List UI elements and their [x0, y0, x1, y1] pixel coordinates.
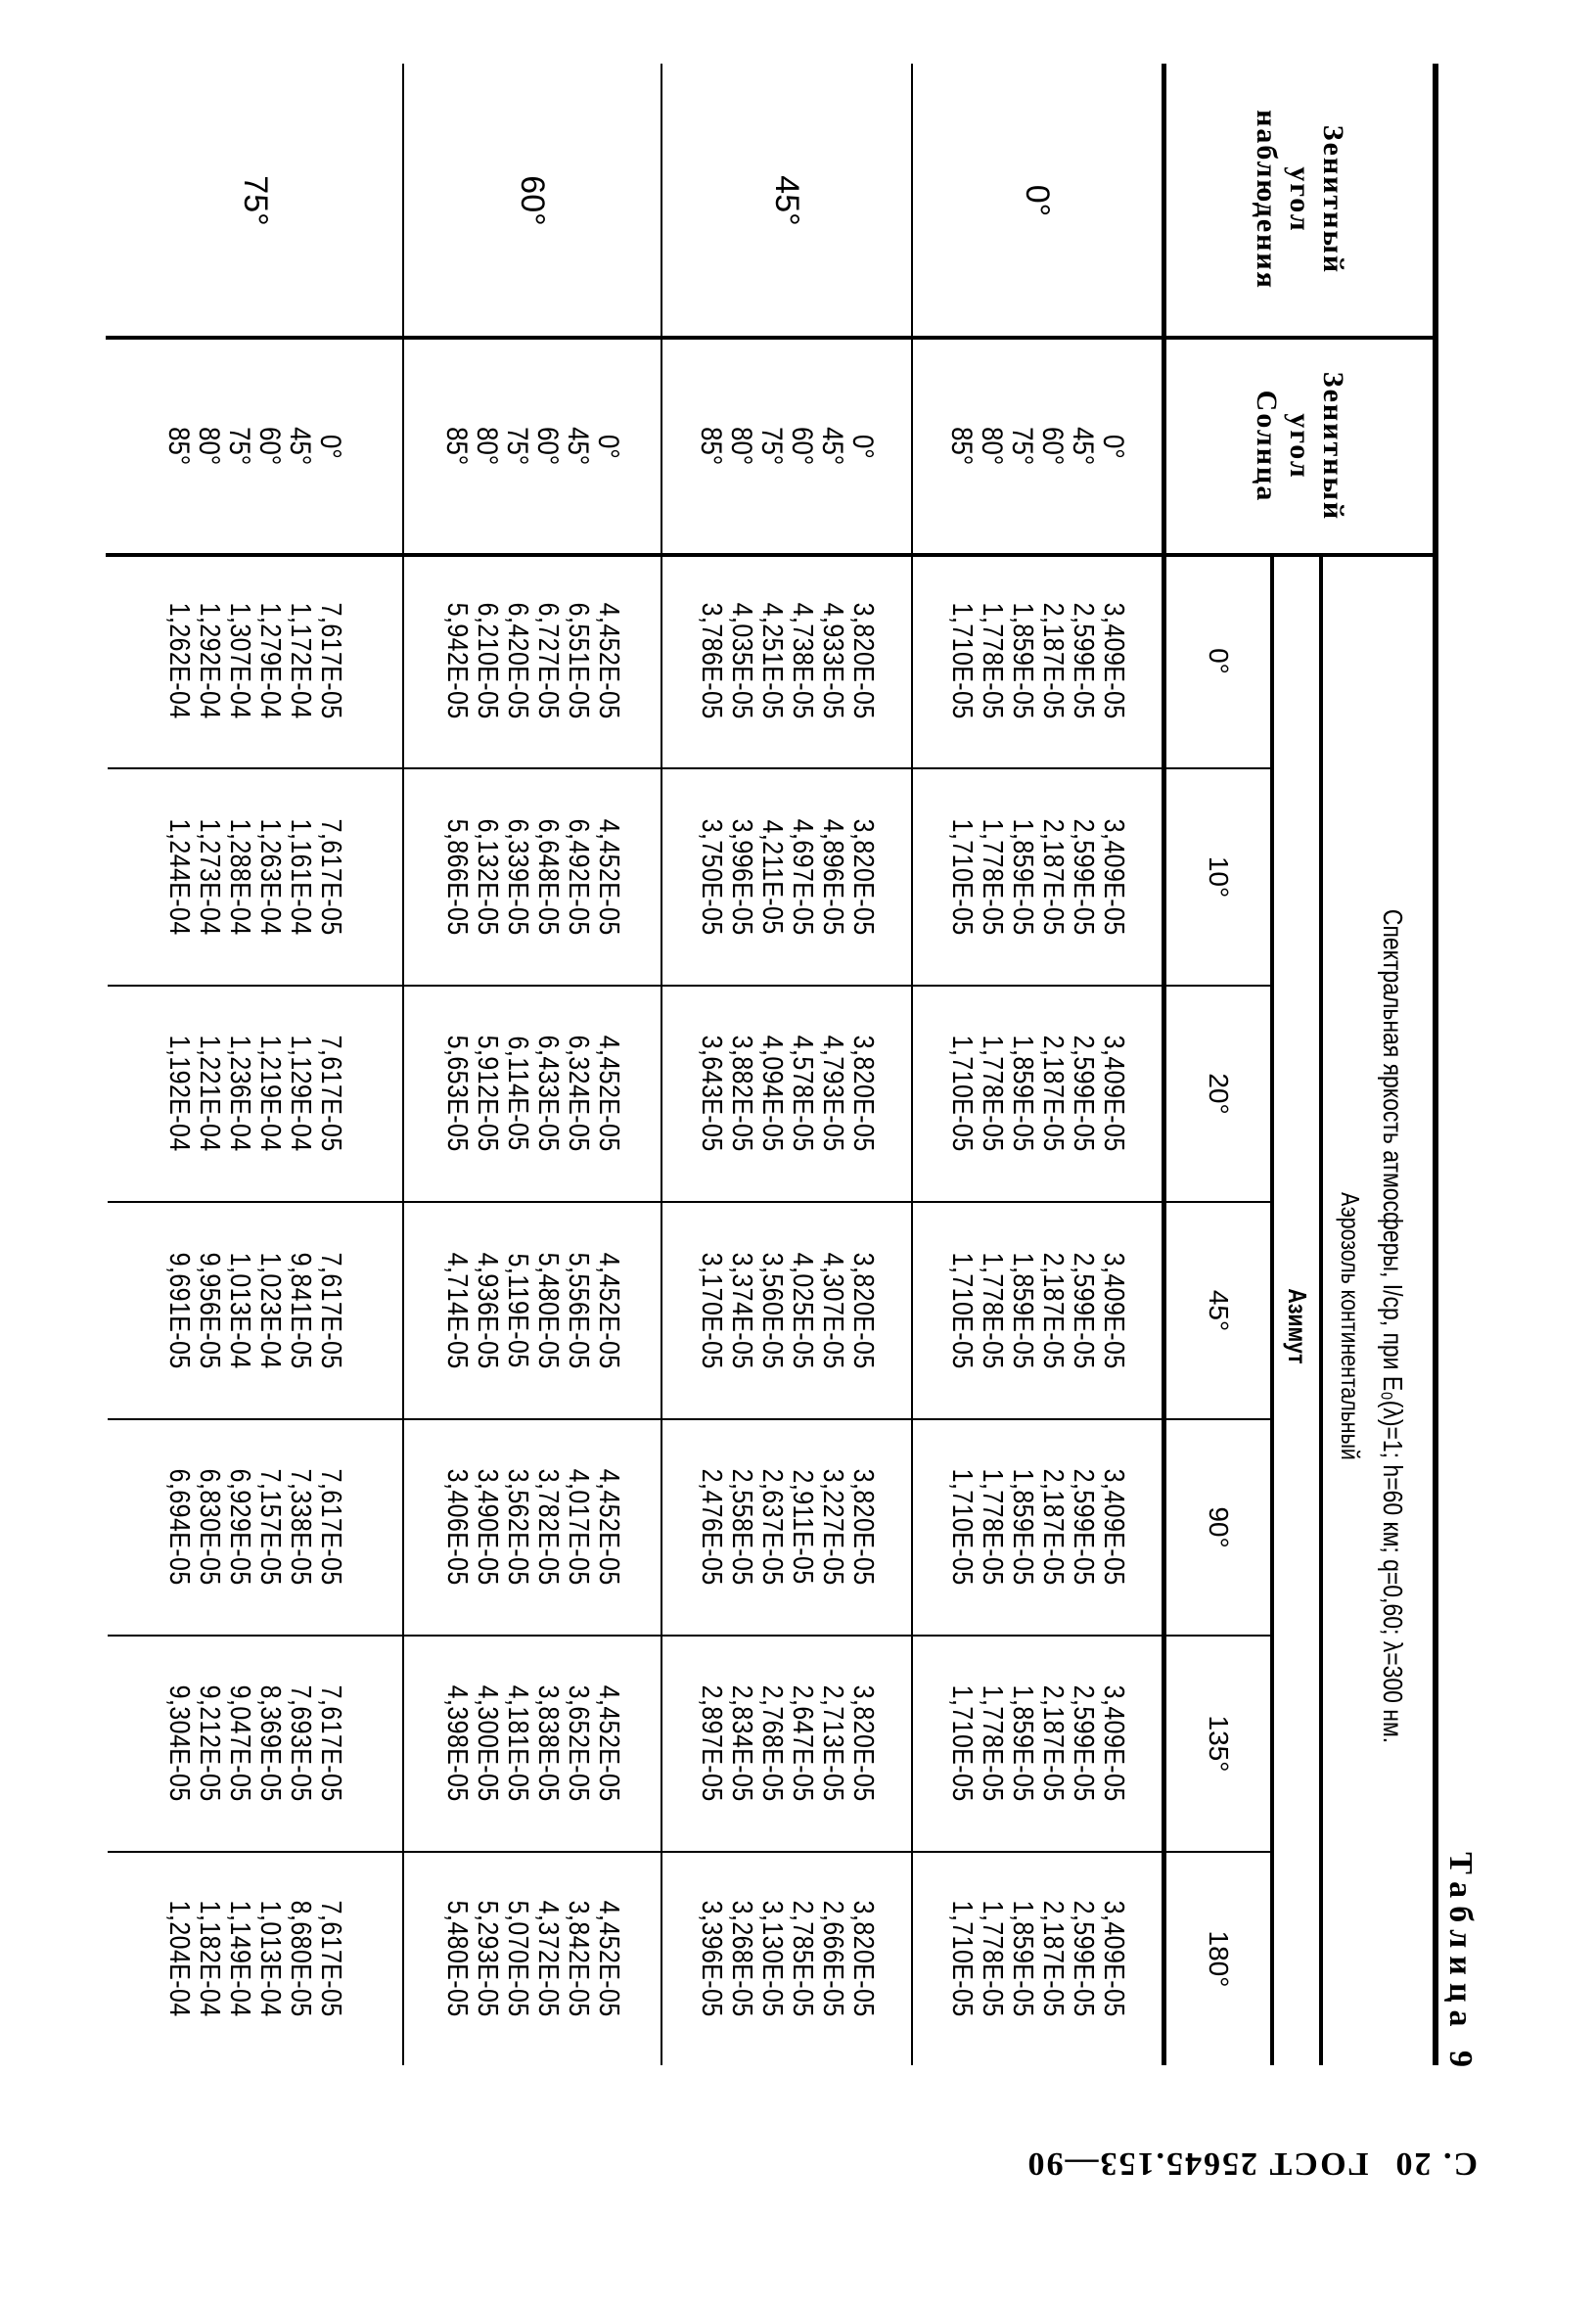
brightness-value: 1,161E-04	[285, 818, 317, 936]
brightness-values-cell	[662, 1853, 911, 2065]
brightness-value: 1,710E-05	[946, 1252, 978, 1369]
sun-angle-value: 45°	[562, 427, 594, 466]
brightness-value: 3,643E-05	[696, 1036, 727, 1152]
brightness-value: 5,070E-05	[502, 1901, 533, 2017]
brightness-value: 3,820E-05	[847, 1252, 879, 1369]
brightness-value: 2,713E-05	[817, 1685, 848, 1802]
sun-angle-value: 0°	[314, 434, 347, 459]
brightness-value: 1,859E-05	[1007, 1685, 1038, 1802]
table-label: Таблица 9	[1442, 1852, 1479, 2075]
brightness-value: 8,369E-05	[254, 1685, 287, 1802]
sun-angle-value: 60°	[531, 427, 564, 466]
sun-angle-value: 80°	[193, 427, 226, 466]
brightness-value: 1,219E-04	[254, 1036, 287, 1152]
brightness-value: 3,409E-05	[1098, 1901, 1129, 2017]
brightness-value: 1,859E-05	[1007, 1469, 1038, 1586]
brightness-values-cell	[662, 987, 911, 1201]
brightness-value: 7,338E-05	[285, 1469, 317, 1586]
brightness-value: 2,476E-05	[696, 1469, 727, 1586]
brightness-value: 9,047E-05	[224, 1685, 256, 1802]
azimuth-header-45: 45°	[1204, 1289, 1234, 1332]
brightness-value: 9,956E-05	[194, 1252, 226, 1369]
sun-angle-value: 0°	[592, 434, 624, 459]
brightness-value: 3,786E-05	[696, 603, 727, 719]
brightness-value: 5,480E-05	[441, 1901, 473, 2017]
brightness-value: 4,452E-05	[593, 1901, 624, 2017]
sun-angle-value: 85°	[162, 427, 196, 466]
brightness-value: 3,882E-05	[726, 1036, 757, 1152]
brightness-value: 6,551E-05	[563, 603, 594, 719]
brightness-value: 2,599E-05	[1068, 1685, 1099, 1802]
sun-angle-cell	[108, 338, 402, 555]
sun-angle-value: 45°	[284, 427, 317, 466]
brightness-value: 5,912E-05	[472, 1036, 503, 1152]
brightness-value: 4,738E-05	[787, 603, 818, 719]
brightness-value: 6,420E-05	[502, 603, 533, 719]
brightness-value: 1,262E-04	[163, 603, 196, 719]
brightness-value: 2,599E-05	[1068, 1901, 1099, 2017]
brightness-value: 4,452E-05	[593, 603, 624, 719]
brightness-value: 1,288E-04	[224, 818, 256, 936]
brightness-values-cell	[404, 1637, 661, 1851]
brightness-values-cell	[913, 987, 1162, 1201]
brightness-value: 9,691E-05	[163, 1252, 196, 1369]
brightness-value: 2,187E-05	[1037, 1901, 1069, 2017]
table-subtitle: Аэрозоль континентальный	[1336, 1192, 1365, 1460]
observation-angle-cell: 0°	[1019, 184, 1057, 217]
brightness-value: 4,452E-05	[593, 1252, 624, 1369]
brightness-value: 2,187E-05	[1037, 1469, 1069, 1586]
observation-angle-cell: 75°	[237, 175, 274, 226]
brightness-values-cell	[108, 1853, 402, 2065]
brightness-values-cell	[404, 769, 661, 985]
brightness-value: 3,842E-05	[563, 1901, 594, 2017]
sun-angle-value: 60°	[786, 427, 818, 466]
brightness-values-cell	[913, 1203, 1162, 1418]
brightness-value: 1,192E-04	[163, 1036, 196, 1152]
brightness-value: 4,025E-05	[787, 1252, 818, 1369]
brightness-value: 2,834E-05	[726, 1685, 757, 1802]
brightness-value: 3,409E-05	[1098, 818, 1129, 936]
brightness-value: 6,114E-05	[502, 1036, 533, 1152]
azimuth-header-20: 20°	[1204, 1073, 1234, 1115]
brightness-value: 6,132E-05	[472, 818, 503, 936]
brightness-value: 2,187E-05	[1037, 818, 1069, 936]
brightness-value: 3,838E-05	[532, 1685, 564, 1802]
brightness-value: 6,339E-05	[502, 818, 533, 936]
brightness-values-cell	[404, 987, 661, 1201]
brightness-value: 3,374E-05	[726, 1252, 757, 1369]
table-title: Спектральная яркость атмосферы, I/ср, при E₀(λ)=1; h=60 км; q=0,60; λ=300 нм.	[1378, 908, 1408, 1744]
brightness-values-cell	[913, 1637, 1162, 1851]
brightness-value: 3,996E-05	[726, 818, 757, 936]
brightness-values-cell	[404, 555, 661, 767]
brightness-value: 3,409E-05	[1098, 1252, 1129, 1369]
brightness-value: 3,560E-05	[756, 1252, 788, 1369]
sun-angle-value: 75°	[223, 427, 256, 466]
brightness-value: 2,599E-05	[1068, 1469, 1099, 1586]
sun-angle-value: 45°	[816, 427, 848, 466]
sun-angle-value: 60°	[253, 427, 287, 466]
brightness-value: 3,409E-05	[1098, 1036, 1129, 1152]
brightness-value: 3,652E-05	[563, 1685, 594, 1802]
brightness-value: 1,778E-05	[977, 1901, 1008, 2017]
brightness-value: 5,653E-05	[441, 1036, 473, 1152]
sun-angle-value: 75°	[1006, 427, 1038, 466]
brightness-value: 7,617E-05	[315, 1901, 347, 2017]
brightness-value: 3,820E-05	[847, 818, 879, 936]
brightness-value: 1,263E-04	[254, 818, 287, 936]
brightness-value: 3,268E-05	[726, 1901, 757, 2017]
azimuth-header-90: 90°	[1204, 1506, 1234, 1548]
brightness-values-cell	[662, 1637, 911, 1851]
brightness-value: 2,785E-05	[787, 1901, 818, 2017]
brightness-values-cell	[913, 1853, 1162, 2065]
brightness-value: 8,680E-05	[285, 1901, 317, 2017]
brightness-value: 4,181E-05	[502, 1685, 533, 1802]
brightness-value: 2,666E-05	[817, 1901, 848, 2017]
brightness-value: 4,035E-05	[726, 603, 757, 719]
brightness-value: 6,830E-05	[194, 1469, 226, 1586]
brightness-value: 1,778E-05	[977, 818, 1008, 936]
brightness-value: 1,710E-05	[946, 1469, 978, 1586]
sun-angle-value: 80°	[471, 427, 503, 466]
brightness-values-cell	[913, 1420, 1162, 1635]
brightness-value: 4,793E-05	[817, 1036, 848, 1152]
brightness-value: 1,129E-04	[285, 1036, 317, 1152]
brightness-value: 2,647E-05	[787, 1685, 818, 1802]
brightness-value: 1,859E-05	[1007, 1252, 1038, 1369]
brightness-value: 3,396E-05	[696, 1901, 727, 2017]
brightness-values-cell	[662, 1420, 911, 1635]
brightness-value: 4,452E-05	[593, 1685, 624, 1802]
brightness-value: 2,187E-05	[1037, 603, 1069, 719]
brightness-value: 6,492E-05	[563, 818, 594, 936]
sun-angle-value: 75°	[501, 427, 533, 466]
observation-angle-cell: 60°	[514, 175, 552, 226]
brightness-value: 7,617E-05	[315, 1036, 347, 1152]
brightness-value: 1,859E-05	[1007, 818, 1038, 936]
brightness-values-cell	[108, 1203, 402, 1418]
brightness-value: 1,279E-04	[254, 603, 287, 719]
brightness-value: 2,558E-05	[726, 1469, 757, 1586]
brightness-value: 4,398E-05	[441, 1685, 473, 1802]
brightness-values-cell	[913, 555, 1162, 767]
brightness-value: 6,694E-05	[163, 1469, 196, 1586]
brightness-value: 3,130E-05	[756, 1901, 788, 2017]
brightness-value: 5,119E-05	[502, 1253, 533, 1368]
sun-angle-value: 80°	[725, 427, 757, 466]
brightness-value: 3,820E-05	[847, 1036, 879, 1152]
brightness-value: 7,617E-05	[315, 603, 347, 719]
brightness-value: 9,841E-05	[285, 1252, 317, 1369]
brightness-value: 1,710E-05	[946, 818, 978, 936]
brightness-value: 7,693E-05	[285, 1685, 317, 1802]
brightness-value: 1,236E-04	[224, 1036, 256, 1152]
brightness-value: 1,149E-04	[224, 1901, 256, 2017]
sun-angle-value: 85°	[440, 427, 473, 466]
header-observation-angle-text: Зенитный угол наблюдения	[1251, 110, 1349, 290]
brightness-value: 3,820E-05	[847, 1901, 879, 2017]
brightness-value: 5,942E-05	[441, 603, 473, 719]
azimuth-header-135: 135°	[1204, 1715, 1234, 1773]
brightness-values-cell	[108, 769, 402, 985]
brightness-value: 2,187E-05	[1037, 1685, 1069, 1802]
brightness-values-cell	[662, 1203, 911, 1418]
azimuth-header-10: 10°	[1204, 855, 1234, 899]
brightness-value: 2,897E-05	[696, 1685, 727, 1802]
brightness-values-cell	[108, 1637, 402, 1851]
brightness-value: 7,617E-05	[315, 818, 347, 936]
sun-angle-value: 60°	[1036, 427, 1069, 466]
azimuth-header-0: 0°	[1204, 648, 1234, 674]
sun-angle-value: 85°	[695, 427, 727, 466]
brightness-value: 4,211E-05	[756, 819, 788, 935]
brightness-value: 1,778E-05	[977, 603, 1008, 719]
brightness-value: 3,409E-05	[1098, 1469, 1129, 1586]
sun-angle-value: 0°	[846, 434, 879, 459]
brightness-value: 1,710E-05	[946, 1901, 978, 2017]
brightness-value: 1,778E-05	[977, 1036, 1008, 1152]
sun-angle-value: 80°	[976, 427, 1008, 466]
brightness-values-cell	[404, 1420, 661, 1635]
brightness-value: 3,820E-05	[847, 1469, 879, 1586]
brightness-value: 2,599E-05	[1068, 1036, 1099, 1152]
brightness-value: 6,648E-05	[532, 818, 564, 936]
brightness-value: 1,013E-04	[224, 1252, 256, 1369]
sun-angle-value: 85°	[945, 427, 978, 466]
brightness-value: 1,859E-05	[1007, 1036, 1038, 1152]
brightness-value: 5,556E-05	[563, 1252, 594, 1369]
brightness-value: 6,433E-05	[532, 1036, 564, 1152]
brightness-value: 2,599E-05	[1068, 603, 1099, 719]
brightness-value: 6,324E-05	[563, 1036, 594, 1152]
page-number: С. 20	[1393, 2145, 1478, 2182]
brightness-value: 3,406E-05	[441, 1469, 473, 1586]
brightness-value: 2,768E-05	[756, 1685, 788, 1802]
brightness-values-cell	[108, 1420, 402, 1635]
brightness-value: 1,023E-04	[254, 1252, 287, 1369]
brightness-value: 5,480E-05	[532, 1252, 564, 1369]
brightness-value: 6,929E-05	[224, 1469, 256, 1586]
brightness-value: 1,292E-04	[194, 603, 226, 719]
brightness-value: 7,617E-05	[315, 1252, 347, 1369]
brightness-value: 4,578E-05	[787, 1036, 818, 1152]
sun-angle-value: 75°	[755, 427, 788, 466]
brightness-value: 7,617E-05	[315, 1469, 347, 1586]
brightness-value: 1,307E-04	[224, 603, 256, 719]
brightness-value: 4,251E-05	[756, 603, 788, 719]
table-top-rule	[1433, 64, 1438, 2065]
brightness-value: 4,094E-05	[756, 1036, 788, 1152]
brightness-value: 2,599E-05	[1068, 1252, 1099, 1369]
brightness-value: 2,599E-05	[1068, 818, 1099, 936]
standard-number: ГОСТ 25645.153—90	[1026, 2145, 1369, 2182]
brightness-value: 1,778E-05	[977, 1252, 1008, 1369]
brightness-values-cell	[404, 1853, 661, 2065]
brightness-value: 3,782E-05	[532, 1469, 564, 1586]
brightness-value: 1,273E-04	[194, 818, 226, 936]
brightness-value: 2,187E-05	[1037, 1036, 1069, 1152]
brightness-value: 6,727E-05	[532, 603, 564, 719]
brightness-value: 2,187E-05	[1037, 1252, 1069, 1369]
brightness-value: 4,936E-05	[472, 1252, 503, 1369]
brightness-values-cell	[662, 769, 911, 985]
brightness-value: 4,452E-05	[593, 1036, 624, 1152]
brightness-value: 1,182E-04	[194, 1901, 226, 2017]
brightness-value: 7,617E-05	[315, 1685, 347, 1802]
brightness-value: 6,210E-05	[472, 603, 503, 719]
header-sun-angle	[1166, 340, 1433, 553]
brightness-value: 4,933E-05	[817, 603, 848, 719]
brightness-values-cell	[913, 769, 1162, 985]
header-observation-angle	[1166, 64, 1433, 336]
brightness-value: 3,170E-05	[696, 1252, 727, 1369]
azimuth-label: Азимут	[1283, 1288, 1312, 1364]
sun-angle-value: 0°	[1097, 434, 1129, 459]
brightness-value: 4,300E-05	[472, 1685, 503, 1802]
brightness-value: 3,409E-05	[1098, 603, 1129, 719]
brightness-value: 4,896E-05	[817, 818, 848, 936]
brightness-value: 1,859E-05	[1007, 1901, 1038, 2017]
brightness-value: 9,212E-05	[194, 1685, 226, 1802]
sun-angle-cell	[662, 338, 911, 555]
brightness-value: 4,372E-05	[532, 1901, 564, 2017]
brightness-values-cell	[108, 987, 402, 1201]
brightness-value: 1,172E-04	[285, 603, 317, 719]
brightness-values-cell	[662, 555, 911, 767]
brightness-value: 4,452E-05	[593, 1469, 624, 1586]
brightness-value: 4,714E-05	[441, 1252, 473, 1369]
azimuth-header-180: 180°	[1204, 1930, 1234, 1988]
brightness-value: 1,778E-05	[977, 1469, 1008, 1586]
observation-angle-cell: 45°	[768, 175, 806, 226]
brightness-value: 1,221E-04	[194, 1036, 226, 1152]
brightness-value: 4,697E-05	[787, 818, 818, 936]
brightness-values-cell	[404, 1203, 661, 1418]
brightness-value: 1,778E-05	[977, 1685, 1008, 1802]
brightness-value: 3,820E-05	[847, 603, 879, 719]
brightness-values-cell	[108, 555, 402, 767]
title-rule	[1319, 555, 1323, 2065]
brightness-value: 1,013E-04	[254, 1901, 287, 2017]
brightness-value: 4,452E-05	[593, 818, 624, 936]
brightness-value: 3,820E-05	[847, 1685, 879, 1802]
brightness-value: 1,710E-05	[946, 1036, 978, 1152]
brightness-value: 2,637E-05	[756, 1469, 788, 1586]
brightness-value: 3,490E-05	[472, 1469, 503, 1586]
brightness-value: 3,409E-05	[1098, 1685, 1129, 1802]
sun-angle-cell	[404, 338, 661, 555]
brightness-value: 1,710E-05	[946, 1685, 978, 1802]
sun-angle-value: 45°	[1067, 427, 1099, 466]
header-sun-angle-text: Зенитный угол Солнца	[1251, 371, 1349, 522]
sun-angle-cell	[913, 338, 1162, 555]
brightness-value: 1,710E-05	[946, 603, 978, 719]
brightness-value: 7,157E-05	[254, 1469, 287, 1586]
brightness-value: 1,204E-04	[163, 1901, 196, 2017]
brightness-value: 4,017E-05	[563, 1469, 594, 1586]
brightness-value: 5,866E-05	[441, 818, 473, 936]
brightness-value: 9,304E-05	[163, 1685, 196, 1802]
brightness-value: 1,859E-05	[1007, 603, 1038, 719]
brightness-value: 3,750E-05	[696, 818, 727, 936]
brightness-value: 2,911E-05	[787, 1469, 818, 1586]
brightness-value: 3,562E-05	[502, 1469, 533, 1586]
brightness-value: 1,244E-04	[163, 818, 196, 936]
brightness-value: 5,293E-05	[472, 1901, 503, 2017]
brightness-value: 3,227E-05	[817, 1469, 848, 1586]
brightness-value: 4,307E-05	[817, 1252, 848, 1369]
